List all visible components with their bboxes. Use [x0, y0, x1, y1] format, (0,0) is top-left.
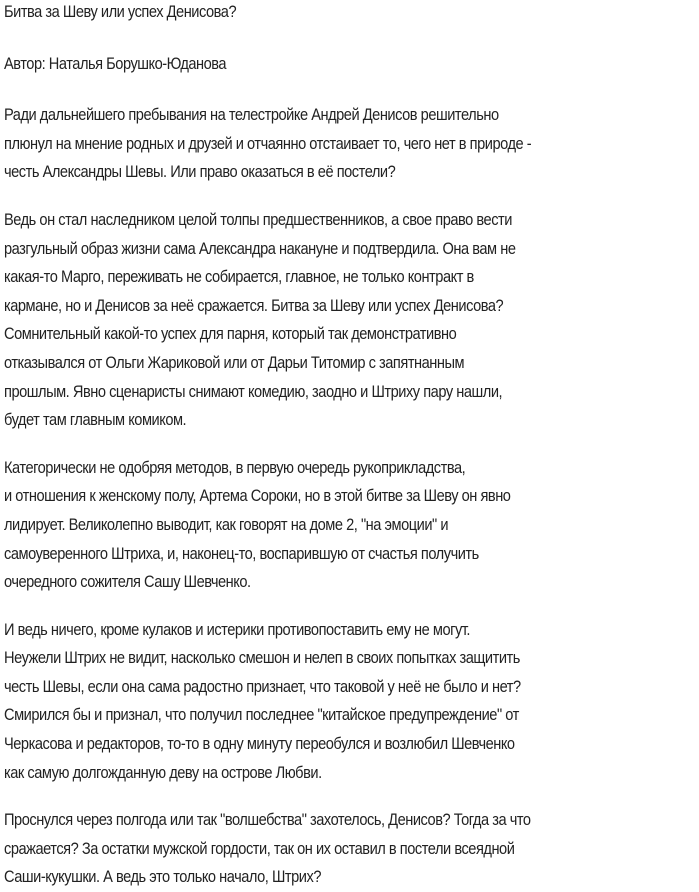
text-line: Смирился бы и признал, что получил последнее "китайское предупреждение" от	[4, 705, 519, 725]
text-line: Ведь он стал наследником целой толпы предшественников, а свое право вести	[4, 209, 512, 229]
paragraph-2	[4, 206, 699, 435]
text-line: будет там главным комиком.	[4, 410, 187, 430]
paragraph-4	[4, 616, 699, 788]
text-line: Ради дальнейшего пребывания на телестройке Андрей Денисов решительно	[4, 105, 499, 125]
text-line: Проснулся через полгода или так "волшебства" захотелось, Денисов? Тогда за что	[4, 810, 531, 830]
text-line: Неужели Штрих не видит, насколько смешон и нелеп в своих попытках защитить	[4, 648, 520, 668]
title-text: Битва за Шеву или успех Денисова?	[4, 2, 237, 21]
text-line: прошлым. Явно сценаристы снимают комедию, заодно и Штриху пару нашли,	[4, 381, 503, 401]
text-line: честь Александры Шевы. Или право оказаться в её постели?	[4, 162, 396, 182]
text-line: отказывался от Ольги Жариковой или от Дарьи Титомир с запятнанным	[4, 352, 465, 372]
text-line: сражается? За остатки мужской гордости, так он их оставил в постели всеядной	[4, 838, 515, 858]
text-line: Категорически не одобряя методов, в первую очередь рукоприкладства,	[4, 457, 466, 477]
text-line: какая-то Марго, переживать не собирается, главное, не только контракт в	[4, 267, 474, 287]
text-line: плюнул на мнение родных и друзей и отчаянно отстаивает то, чего нет в природе -	[4, 133, 532, 153]
article-title	[4, 0, 699, 27]
text-line: честь Шевы, если она сама радостно признает, что таковой у неё не было и нет?	[4, 676, 521, 696]
text-line: очередного сожителя Сашу Шевченко.	[4, 572, 251, 592]
article-author	[4, 50, 699, 79]
text-line: кармане, но и Денисов за неё сражается. Битва за Шеву или успех Денисова?	[4, 295, 504, 315]
paragraph-5	[4, 806, 699, 892]
text-line: И ведь ничего, кроме кулаков и истерики противопоставить ему не могут.	[4, 619, 470, 639]
text-line: самоуверенного Штриха, и, наконец-то, воспарившую от счастья получить	[4, 543, 479, 563]
author-text: Автор: Наталья Борушко-Юданова	[4, 53, 227, 73]
text-line: как самую долгожданную деву на острове Любви.	[4, 762, 322, 782]
text-line: Сомнительный какой-то успех для парня, который так демонстративно	[4, 324, 457, 344]
text-line: лидирует. Великолепно выводит, как говорят на доме 2, "на эмоции" и	[4, 514, 449, 534]
paragraph-3	[4, 454, 699, 597]
text-line: и отношения к женскому полу, Артема Сороки, но в этой битве за Шеву он явно	[4, 486, 511, 506]
text-line: разгульный образ жизни сама Александра накануне и подтвердила. Она вам не	[4, 238, 516, 258]
paragraph-1	[4, 101, 699, 187]
text-line: Саши-кукушки. А ведь это только начало, Штрих?	[4, 867, 321, 887]
text-line: Черкасова и редакторов, то-то в одну минуту переобулся и возлюбил Шевченко	[4, 734, 515, 754]
